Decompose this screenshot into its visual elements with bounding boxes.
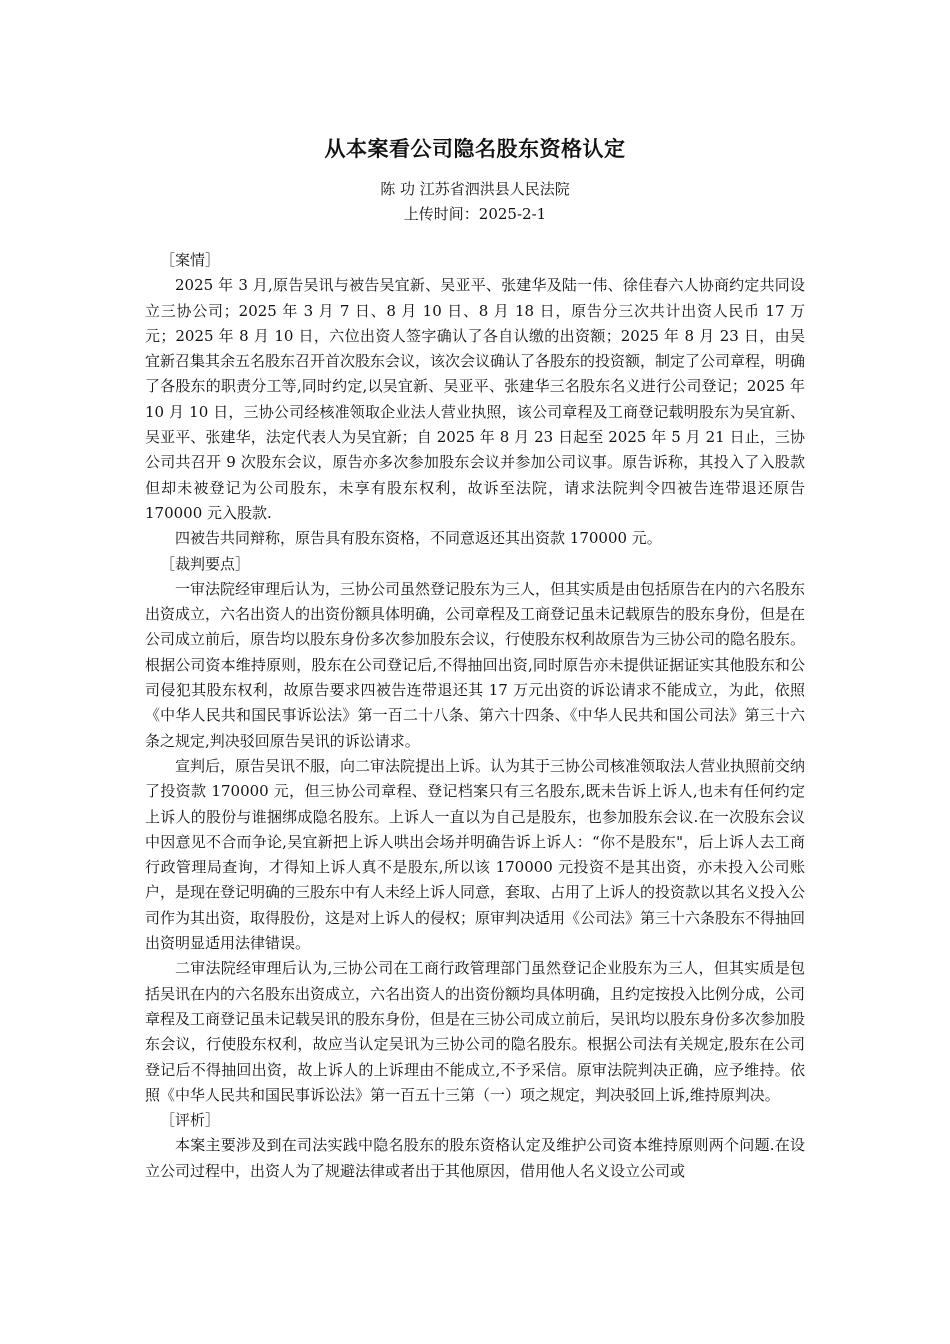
paragraph: 二审法院经审理后认为,三协公司在工商行政管理部门虽然登记企业股东为三人，但其实质是包括吴讯在内的六名股东出资成立，六名出资人的出资份额均具体明确，且约定按投入比例分成，公司章程及工商登记虽未记载吴讯的股东身份，但是在三协公司成立前后，吴讯均以股东身份多次参加股东会议，行使股东权利，故应当认定吴讯为三协公司的隐名股东。根据公司法有关规定,股东在公司登记后不得抽回出资，故上诉人的上诉理由不能成立,不予采信。原审法院判决正确，应予维持。依照《中华人民共和国民事诉讼法》第一百五十三第（一）项之规定，判决驳回上诉,维持原判决。	[145, 959, 806, 1104]
section-heading-analysis: ［评析］	[160, 1111, 221, 1130]
article-body	[145, 248, 805, 1184]
upload-time: 上传时间：2025-2-1	[403, 205, 547, 223]
paragraph: 2025 年 3 月,原告吴讯与被告吴宜新、吴亚平、张建华及陆一伟、徐佳春六人协商约定共同设立三协公司；2025 年 3 月 7 日、8 月 10 日、8 月 18 日，原告分三次共计出资人民币 17 万元；2025 年 8 月 10 日，六位出资人签字确认了各自认缴的出资额；2025 年 8 月 23 日，由吴宜新召集其余五名股东召开首次股东会议，该次会议确认了各股东的投资额，制定了公司章程，明确了各股东的职责分工等,同时约定,以吴宜新、吴亚平、张建华三名股东名义进行公司登记；2025 年 10 月 10 日，三协公司经核准领取企业法人营业执照，该公司章程及工商登记载明股东为吴宜新、吴亚平、张建华，法定代表人为吴宜新；自 2025 年 8 月 23 日起至 2025 年 5 月 21 日止，三协公司共召开 9 次股东会议，原告亦多次参加股东会议并参加公司议事。原告诉称，其投入了入股款但却未被登记为公司股东，未享有股东权利，故诉至法院，请求法院判令四被告连带退还原告 170000 元入股款.	[145, 276, 806, 522]
section-heading-ruling: ［裁判要点］	[160, 554, 251, 573]
section-heading-case: ［案情］	[160, 251, 221, 269]
paragraph: 四被告共同辩称，原告具有股东资格，不同意返还其出资款 170000 元。	[175, 529, 662, 548]
paragraph: 一审法院经审理后认为，三协公司虽然登记股东为三人，但其实质是由包括原告在内的六名股东出资成立，六名出资人的出资份额具体明确，公司章程及工商登记虽未记载原告的股东身份，但是在公司成立前后，原告均以股东身份多次参加股东会议，行使股东权利故原告为三协公司的隐名股东。根据公司资本维持原则，股东在公司登记后,不得抽回出资,同时原告亦未提供证据证实其他股东和公司侵犯其股东权利，故原告要求四被告连带退还其 17 万元出资的诉讼请求不能成立，为此，依照《中华人民共和国民事诉讼法》第一百二十八条、第六十四条、《中华人民共和国公司法》第三十六条之规定,判决驳回原告吴讯的诉讼请求。	[145, 579, 806, 750]
article-title: 从本案看公司隐名股东资格认定	[324, 136, 626, 161]
paragraph: 宣判后，原告吴讯不服，向二审法院提出上诉。认为其于三协公司核准领取法人营业执照前交纳了投资款 170000 元，但三协公司章程、登记档案只有三名股东,既未告诉上诉人,也未有任何约定上诉人的股份与谁捆绑成隐名股东。上诉人一直以为自己是股东，也参加股东会议.在一次股东会议中因意见不合而争论,吴宜新把上诉人哄出会场并明确告诉上诉人：“你不是股东"，后上诉人去工商行政管理局查询，才得知上诉人真不是股东,所以该 170000 元投资不是其出资，亦未投入公司账户，是现在登记明确的三股东中有人未经上诉人同意，套取、占用了上诉人的投资款以其名义投入公司作为其出资，取得股份，这是对上诉人的侵权；原审判决适用《公司法》第三十六条股东不得抽回出资明显适用法律错误。	[145, 756, 806, 953]
author-line: 陈 功 江苏省泗洪县人民法院	[380, 180, 570, 198]
paragraph: 本案主要涉及到在司法实践中隐名股东的股东资格认定及维护公司资本维持原则两个问题.在设立公司过程中，出资人为了规避法律或者出于其他原因，借用他人名义设立公司或	[145, 1136, 805, 1180]
